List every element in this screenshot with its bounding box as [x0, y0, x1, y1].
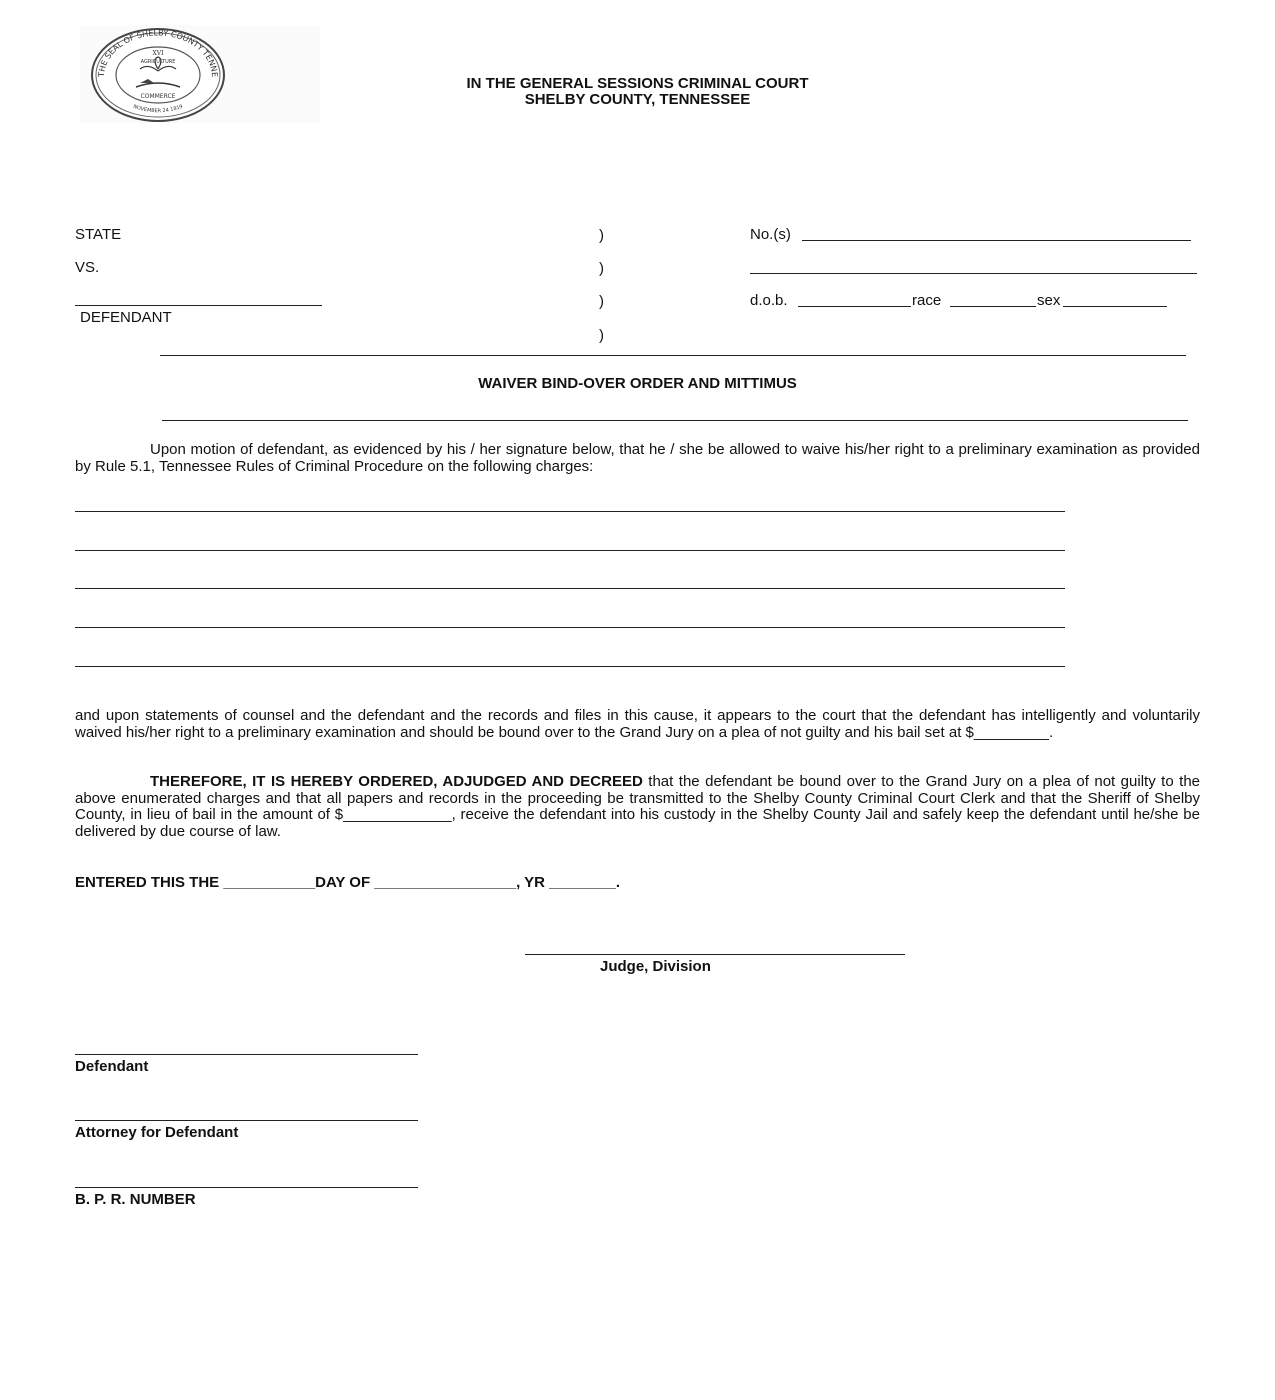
bpr-number-line[interactable]	[75, 1187, 418, 1188]
defendant-name-line[interactable]	[75, 305, 322, 306]
document-title: WAIVER BIND-OVER ORDER AND MITTIMUS	[478, 375, 797, 392]
seal-roman: XVI	[152, 50, 164, 57]
charge-line[interactable]	[75, 588, 1065, 589]
caption-state: STATE	[75, 226, 122, 243]
seal-text-top: THE SEAL OF SHELBY COUNTY TENNE	[96, 28, 220, 78]
court-line-1: IN THE GENERAL SESSIONS CRIMINAL COURT	[466, 75, 809, 92]
county-seal	[80, 25, 320, 123]
caption-paren-1: )	[599, 227, 604, 244]
charge-line[interactable]	[75, 666, 1065, 667]
dob-line[interactable]	[798, 306, 911, 307]
caption-defendant: DEFENDANT	[80, 309, 172, 326]
judge-signature-line[interactable]	[525, 954, 905, 955]
charge-line[interactable]	[75, 511, 1065, 512]
case-number-line[interactable]	[802, 240, 1191, 241]
seal-text-bot: COMMERCE	[140, 93, 176, 100]
defendant-signature-label: Defendant	[75, 1058, 149, 1075]
order-decree-heading: THEREFORE, IT IS HEREBY ORDERED, ADJUDGED AND DECREED	[150, 773, 643, 790]
title-rule-top	[160, 355, 1186, 356]
caption-vs: VS.	[75, 259, 100, 276]
court-line-2: SHELBY COUNTY, TENNESSEE	[524, 91, 751, 108]
race-label: race	[912, 292, 942, 309]
seal-date: NOVEMBER 24 1819	[132, 103, 184, 115]
charge-line[interactable]	[75, 550, 1065, 551]
entered-line: ENTERED THIS THE ___________DAY OF _________________, YR ________.	[75, 874, 621, 891]
sex-line[interactable]	[1063, 306, 1167, 307]
caption-paren-3: )	[599, 293, 604, 310]
race-line[interactable]	[950, 306, 1036, 307]
judge-label: Judge, Division	[600, 958, 711, 975]
charge-line[interactable]	[75, 627, 1065, 628]
dob-label: d.o.b.	[750, 292, 788, 309]
statements-paragraph: and upon statements of counsel and the defendant and the records and files in this cause, it appears to the court that the defendant has intelligently and voluntarily waived his/her right to a preliminary examination and should be bound over to the Grand Jury on a plea of not guilty and his bail set at $_________.	[75, 707, 1200, 741]
sex-label: sex	[1037, 292, 1061, 309]
caption-paren-2: )	[599, 260, 604, 277]
attorney-signature-label: Attorney for Defendant	[75, 1124, 239, 1141]
motion-paragraph	[75, 442, 1200, 475]
seal-text-mid: AGRICULTURE	[140, 59, 176, 65]
bpr-number-label: B. P. R. NUMBER	[75, 1191, 196, 1208]
case-number-label: No.(s)	[750, 226, 791, 243]
court-heading	[330, 76, 945, 108]
case-number-line-2[interactable]	[750, 273, 1197, 274]
title-rule-bottom	[162, 420, 1188, 421]
order-paragraph	[75, 774, 1200, 841]
attorney-signature-line[interactable]	[75, 1120, 418, 1121]
order-text: that the defendant be bound over to the Grand Jury on a plea of not guilty to the above enumerated charges and that all papers and records in the proceeding be transmitted to the Shelby County Criminal Court Clerk and that the Sheriff of Shelby County, in lieu of bail in the amount of $_____________, receive the defendant into his custody in the Shelby County Jail and safely keep the defendant until he/she be delivered by due course of law.	[75, 773, 1200, 841]
defendant-signature-line[interactable]	[75, 1054, 418, 1055]
caption-paren-4: )	[599, 327, 604, 344]
motion-text: Upon motion of defendant, as evidenced by his / her signature below, that he / she be allowed to waive his/her right to a preliminary examination as provided by Rule 5.1, Tennessee Rules of Criminal Procedure on the following charges:	[75, 441, 1200, 475]
